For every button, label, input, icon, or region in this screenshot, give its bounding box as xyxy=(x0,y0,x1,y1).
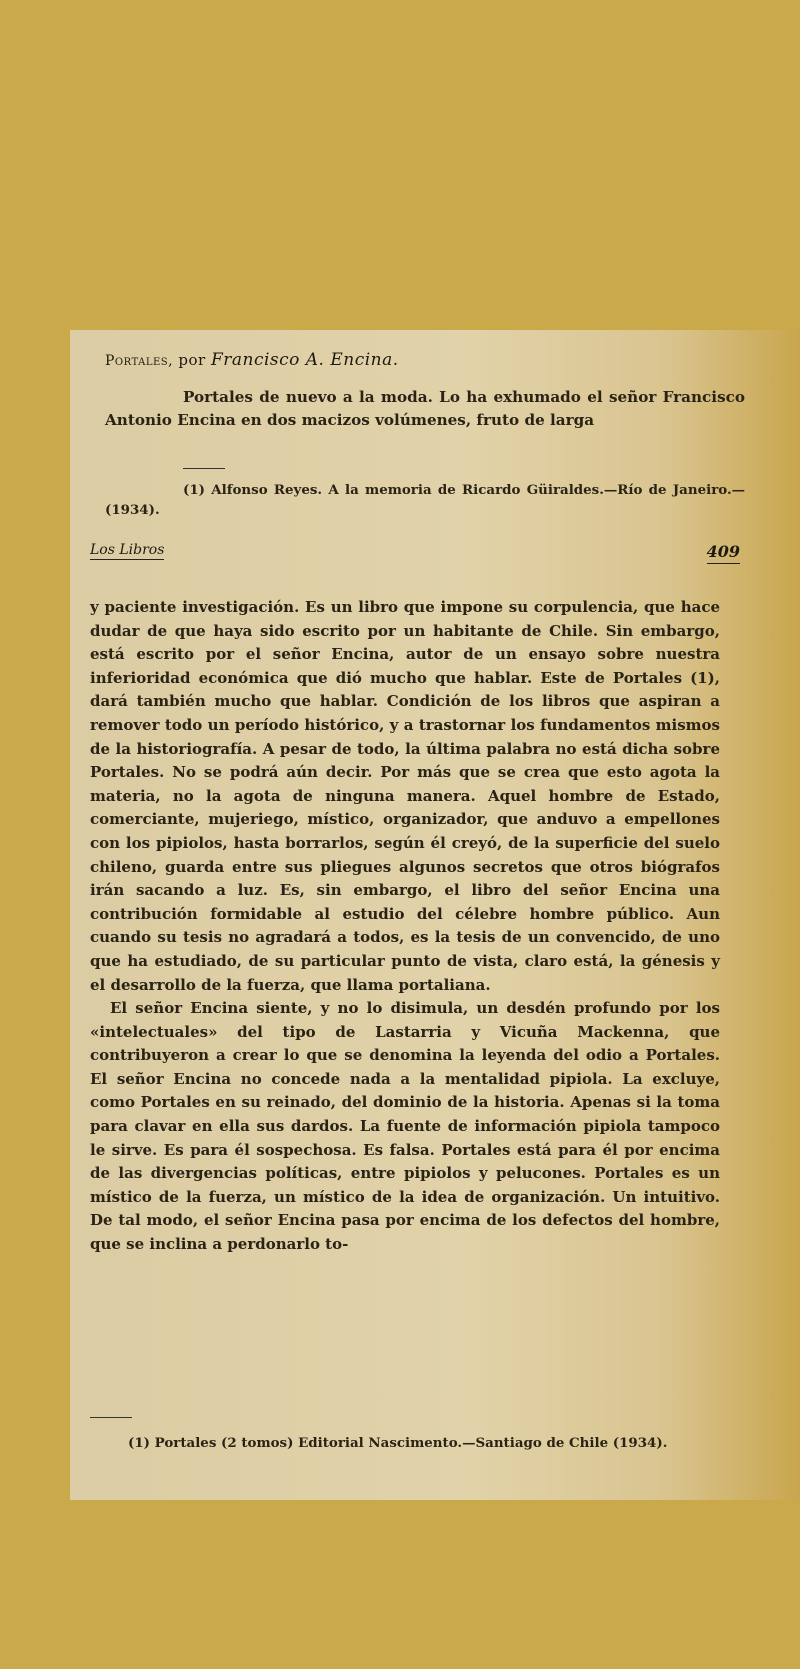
heading-author: Francisco A. Encina. xyxy=(210,350,399,370)
running-head-section: Los Libros xyxy=(90,542,165,558)
running-head xyxy=(90,542,740,572)
intro-paragraph: Portales de nuevo a la moda. Lo ha exhumado el señor Francisco Antonio Encina en dos macizos volúmenes, fruto de larga xyxy=(105,388,745,429)
review-heading xyxy=(105,350,745,370)
body-paragraph-1: y paciente investigación. Es un libro que impone su corpulencia, que hace dudar de que haya sido escrito por un habitante de Chile. Sin embargo, está escrito por el señor Encina, autor de un ensayo sobre nuestra inferioridad económica que dió mucho que hablar. Este de Portales (1), dará también mucho que hablar. Condición de los libros que aspiran a remover todo un período histórico, y a trastornar los fundamentos mismos de la historiografía. A pesar de todo, la última palabra no está dicha sobre Portales. No se podrá aún decir. Por más que se crea que esto agota la materia, no la agota de ninguna manera. Aquel hombre de Estado, comerciante, mujeriego, místico, organizador, que anduvo a empellones con los pipiolos, hasta borrarlos, según él creyó, de la superficie del suelo chileno, guarda entre sus pliegues algunos secretos que otros biógrafos irán sacando a luz. Es, sin embargo, el libro del señor Encina una contribución formidable al estudio del célebre hombre público. Aun cuando su tesis no agradará a todos, es la tesis de un convencido, de uno que ha estudiado, de su particular punto de vista, claro está, la génesis y el desarrollo de la fuerza, que llama portaliana. xyxy=(90,598,720,994)
heading-by: por xyxy=(178,351,206,369)
page-number: 409 xyxy=(707,542,740,564)
body-paragraph-2: El señor Encina siente, y no lo disimula, un desdén profundo por los «intelectuales» del tipo de Lastarria y Vicuña Mackenna, que contribuyeron a crear lo que se denomina la leyenda del odio a Portales. El señor Encina no concede nada a la mentalidad pipiola. La excluye, como Portales en su reinado, del dominio de la historia. Apenas si la toma para clavar en ella sus dardos. La fuente de información pipiola tampoco le sirve. Es para él sospechosa. Es falsa. Portales está para él por encima de las divergencias políticas, entre pipiolos y pelucones. Portales es un místico de la fuerza, un místico de la idea de organización. Un intuitivo. De tal modo, el señor Encina pasa por encima de los defectos del hombre, que se inclina a perdonarlo to- xyxy=(90,999,720,1254)
footnote-rule-top xyxy=(183,468,225,469)
heading-title: Portales, xyxy=(105,353,174,369)
top-block xyxy=(105,350,745,432)
footnote-rule-bottom xyxy=(90,1417,132,1418)
body-text xyxy=(90,596,720,1257)
scanned-page xyxy=(70,330,800,1500)
footnote-top: (1) Alfonso Reyes. A la memoria de Ricardo Güiraldes.—Río de Janeiro.—(1934). xyxy=(105,482,745,518)
footnote-bottom: (1) Portales (2 tomos) Editorial Nascimento.—Santiago de Chile (1934). xyxy=(128,1435,668,1451)
